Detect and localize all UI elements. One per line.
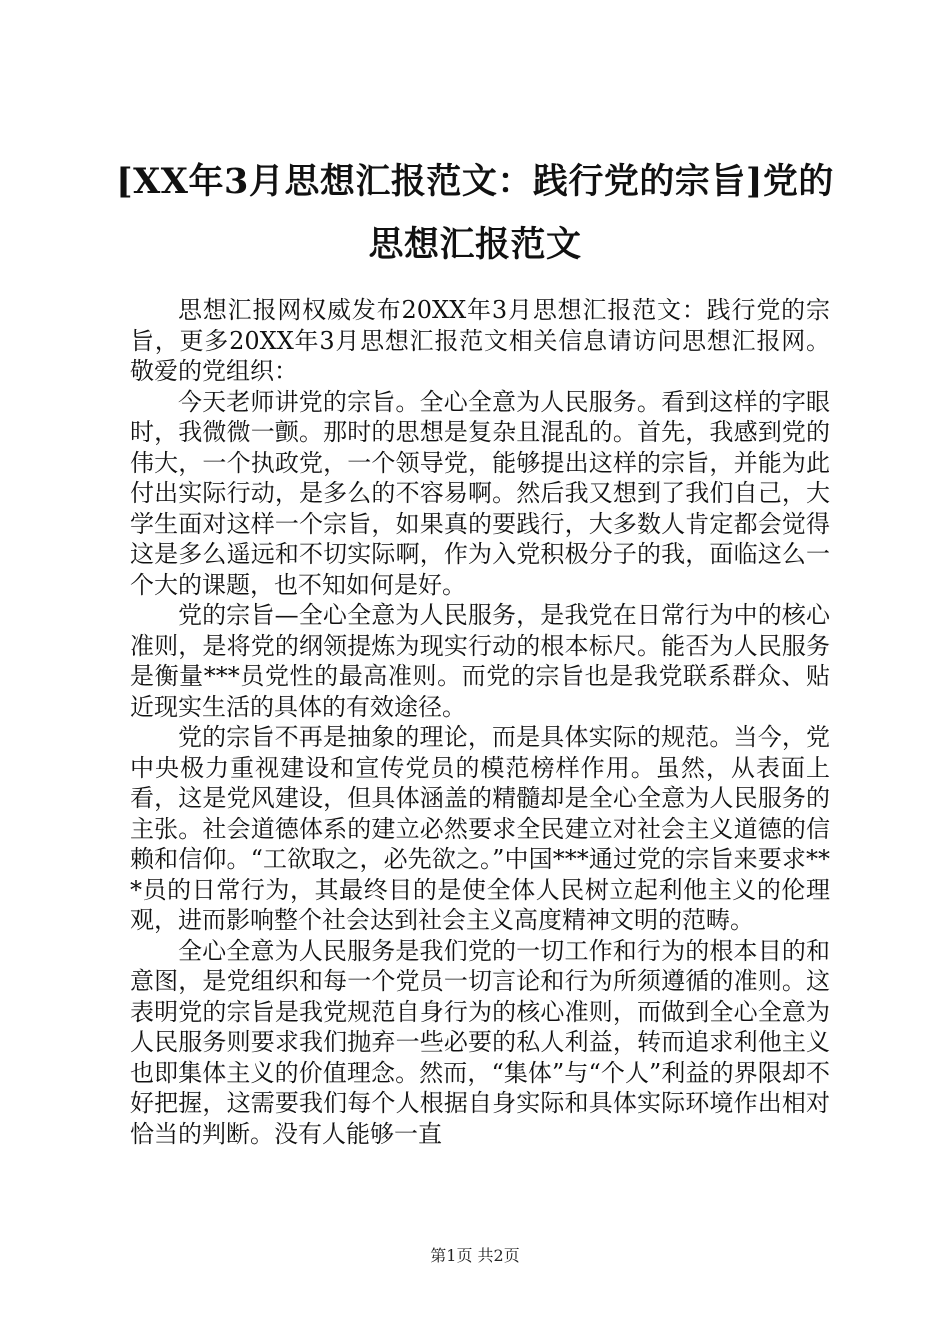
document-body [130,295,830,1149]
paragraph-5: 全心全意为人民服务是我们党的一切工作和行为的根本目的和意图，是党组织和每一个党员一切言论和行为所须遵循的准则。这表明党的宗旨是我党规范自身行为的核心准则，而做到全心全意为人民服务则要求我们抛弃一些必要的私人利益，转而追求利他主义也即集体主义的价值理念。然而，“集体”与“个人”利益的界限却不好把握，这需要我们每个人根据自身实际和具体实际环境作出相对恰当的判断。没有人能够一直 [130,936,830,1148]
title-line-1: [XX年3月思想汇报范文：践行党的宗旨]党的 [116,161,834,202]
title-line-2: 思想汇报范文 [368,224,582,265]
paragraph-3: 党的宗旨—全心全意为人民服务，是我党在日常行为中的核心准则，是将党的纲领提炼为现实行动的根本标尺。能否为人民服务是衡量***员党性的最高准则。而党的宗旨也是我党联系群众、贴近现实生活的具体的有效途径。 [130,601,830,721]
paragraph-1: 思想汇报网权威发布20XX年3月思想汇报范文：践行党的宗旨，更多20XX年3月思想汇报范文相关信息请访问思想汇报网。敬爱的党组织： [130,296,830,385]
paragraph-4: 党的宗旨不再是抽象的理论，而是具体实际的规范。当今，党中央极力重视建设和宣传党员的模范榜样作用。虽然，从表面上看，这是党风建设，但具体涵盖的精髓却是全心全意为人民服务的主张。社会道德体系的建立必然要求全民建立对社会主义道德的信赖和信仰。“工欲取之，必先欲之。”中国***通过党的宗旨来要求***员的日常行为，其最终目的是使全体人民树立起利他主义的伦理观，进而影响整个社会达到社会主义高度精神文明的范畴。 [130,723,830,934]
paragraph-2: 今天老师讲党的宗旨。全心全意为人民服务。看到这样的字眼时，我微微一颤。那时的思想是复杂且混乱的。首先，我感到党的伟大，一个执政党，一个领导党，能够提出这样的宗旨，并能为此付出实际行动，是多么的不容易啊。然后我又想到了我们自己，大学生面对这样一个宗旨，如果真的要践行，大多数人肯定都会觉得这是多么遥远和不切实际啊，作为入党积极分子的我，面临这么一个大的课题，也不知如何是好。 [130,387,830,599]
page-footer: 第1页 共2页 [430,1246,520,1265]
document-title [110,150,840,276]
